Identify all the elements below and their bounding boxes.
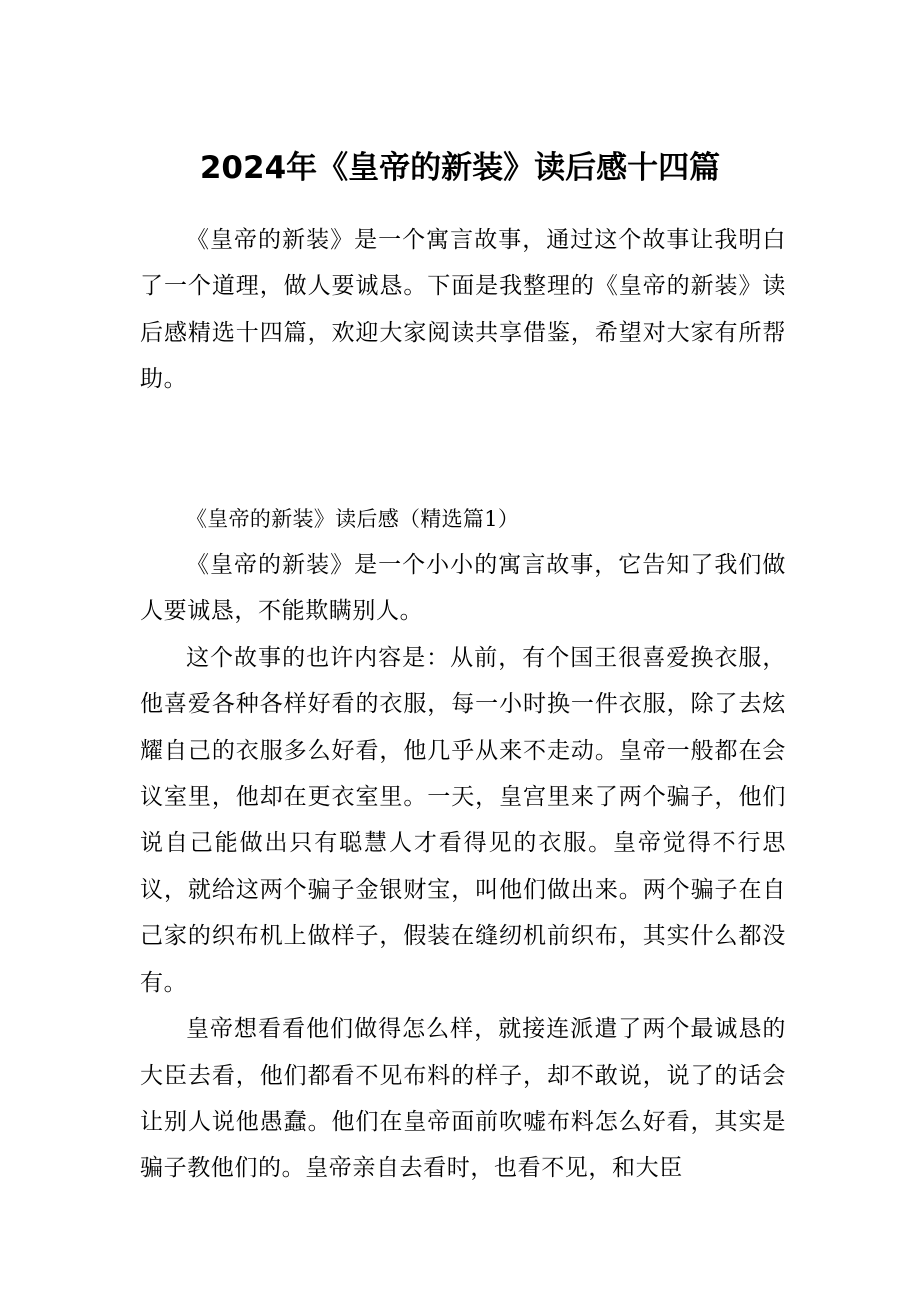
- document-body: [140, 217, 786, 1192]
- body-paragraph-2: 这个故事的也许内容是：从前，有个国王很喜爱换衣服，他喜爱各种各样好看的衣服，每一小时换一件衣服，除了去炫耀自己的衣服多么好看，他几乎从来不走动。皇帝一般都在会议室里，他却在更衣室里。一天，皇宫里来了两个骗子，他们说自己能做出只有聪慧人才看得见的衣服。皇帝觉得不行思议，就给这两个骗子金银财宝，叫他们做出来。两个骗子在自己家的织布机上做样子，假装在缝纫机前织布，其实什么都没有。: [140, 644, 786, 996]
- body-paragraph-3: 皇帝想看看他们做得怎么样，就接连派遣了两个最诚恳的大臣去看，他们都看不见布料的样子，却不敢说，说了的话会让别人说他愚蠢。他们在皇帝面前吹嘘布料怎么好看，其实是骗子教他们的。皇帝亲自去看时，也看不见，和大臣: [140, 1016, 786, 1182]
- section-gap: [140, 403, 786, 496]
- section-heading: 《皇帝的新装》读后感（精选篇1）: [186, 506, 520, 531]
- document-title: 2024年《皇帝的新装》读后感十四篇: [199, 150, 721, 186]
- intro-paragraph: 《皇帝的新装》是一个寓言故事，通过这个故事让我明白了一个道理，做人要诚恳。下面是我整理的《皇帝的新装》读后感精选十四篇，欢迎大家阅读共享借鉴，希望对大家有所帮助。: [140, 227, 786, 393]
- body-paragraph-1: 《皇帝的新装》是一个小小的寓言故事，它告知了我们做人要诚恳，不能欺瞒别人。: [140, 552, 786, 625]
